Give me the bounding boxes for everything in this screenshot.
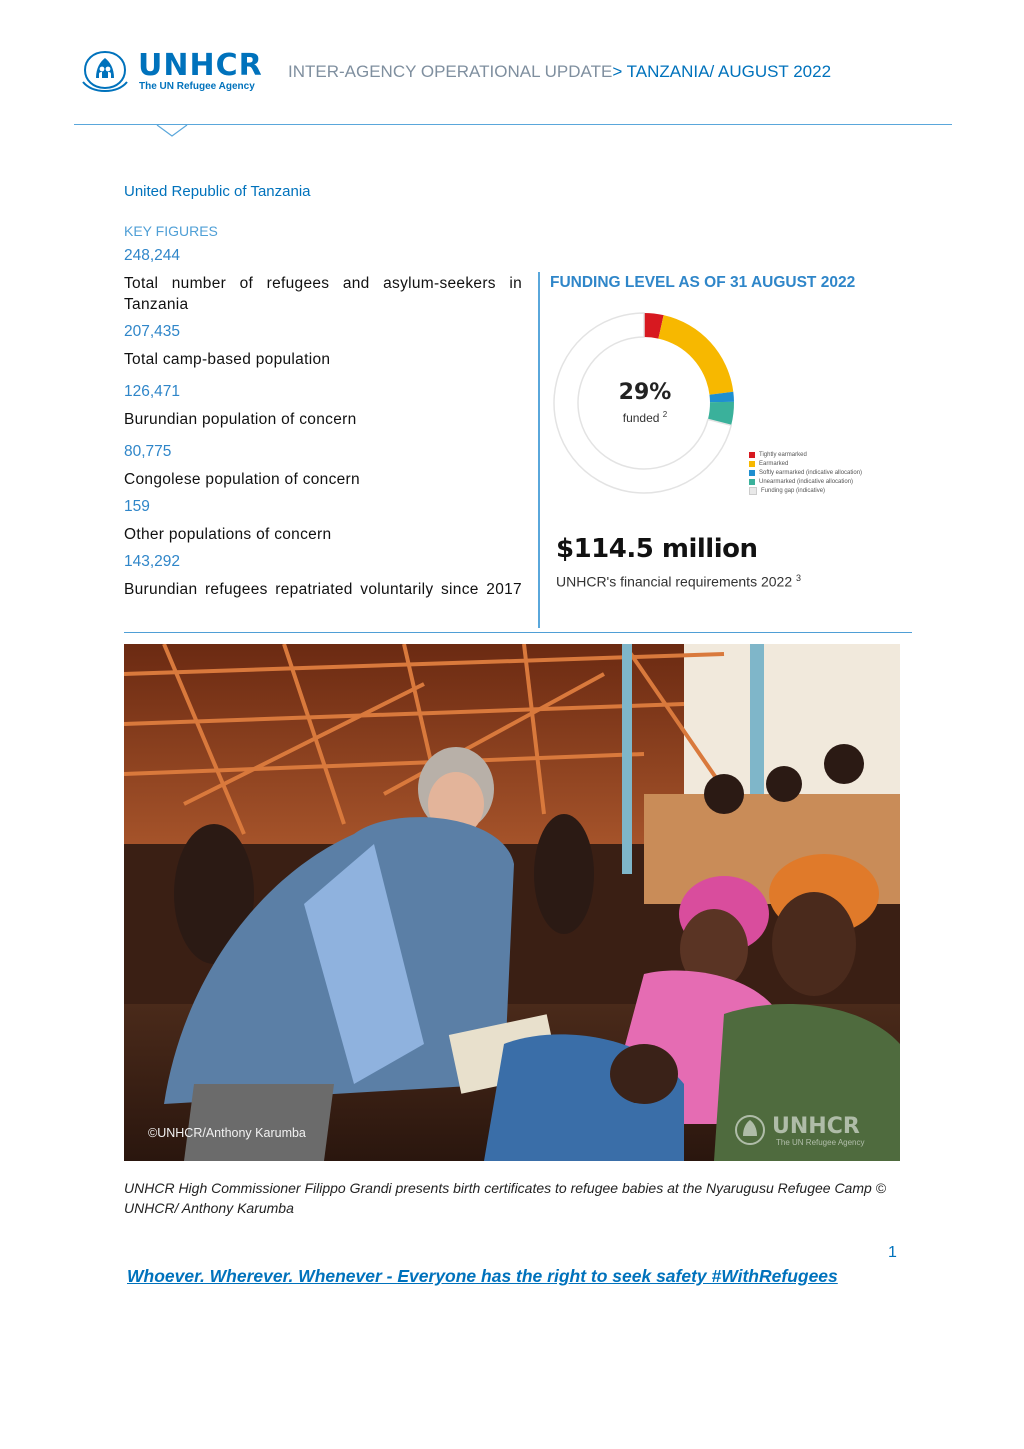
figure-value-congolese: 80,775 [124,443,172,460]
country-title: United Republic of Tanzania [124,183,311,200]
logo-wordmark: UNHCR [138,48,263,83]
photo-grandi-birth-certificates [124,644,900,1161]
doc-country-date: TANZANIA/ AUGUST 2022 [622,62,832,81]
funding-requirements [556,573,801,590]
legend-swatch [749,452,755,458]
legend-item [749,459,862,468]
legend-label: Funding gap (indicative) [761,487,826,494]
section-rule [124,632,912,633]
figure-label-other: Other populations of concern [124,526,332,543]
column-divider [538,272,540,628]
header-notch-icon [156,124,188,138]
figure-value-total: 248,244 [124,247,181,264]
figure-label-burundian: Burundian population of concern [124,411,357,428]
figure-label-camp: Total camp-based population [124,351,331,368]
figure-value-other: 159 [124,498,150,515]
legend-label: Unearmarked (indicative allocation) [759,478,854,485]
figure-label-congolese: Congolese population of concern [124,471,360,488]
doc-label: INTER-AGENCY OPERATIONAL UPDATE [288,62,613,81]
figure-value-burundian: 126,471 [124,383,181,400]
requirements-footnote: 3 [796,573,802,583]
key-figures-title: KEY FIGURES [124,223,218,239]
legend-item [749,468,862,477]
legend-swatch [749,470,755,476]
photo-watermark-sub: The UN Refugee Agency [776,1138,865,1147]
legend-swatch [749,479,755,485]
header-rule [74,124,952,125]
legend-label: Tightly earmarked [759,451,807,458]
photo-illustration [124,644,900,1161]
legend-swatch [749,487,757,495]
unhcr-emblem-icon [80,48,130,92]
figure-value-camp: 207,435 [124,323,181,340]
legend-label: Softly earmarked (indicative allocation) [759,469,863,476]
figure-label-repatriated: Burundian refugees repatriated voluntarily since 2017 [124,581,522,598]
funded-footnote: 2 [662,410,668,419]
funding-title: FUNDING LEVEL AS OF 31 AUGUST 2022 [550,274,856,291]
photo-credit: ©UNHCR/Anthony Karumba [148,1126,306,1140]
funded-percent: 29% [618,380,672,405]
funding-amount: $114.5 million [556,534,758,564]
page-number: 1 [888,1244,897,1261]
photo-caption: UNHCR High Commissioner Filippo Grandi presents birth certificates to refugee babies at the Nyarugusu Refugee Camp © UNHCR/ Anthony Karumba [124,1180,886,1216]
funded-text: funded [622,411,660,425]
legend-item [749,450,862,459]
withrefugees-link[interactable]: Whoever. Wherever. Whenever - Everyone has the right to seek safety #WithRefugees [127,1266,838,1286]
photo-watermark-emblem-icon [732,1114,768,1146]
legend-item [749,486,862,495]
figure-value-repatriated: 143,292 [124,553,181,570]
legend-swatch [749,461,755,467]
legend-item [749,477,862,486]
legend-label: Earmarked [759,460,789,467]
document-header [288,62,831,82]
photo-watermark: UNHCR [772,1114,860,1139]
funding-legend [749,450,862,495]
figure-label-total: Total number of refugees and asylum-seekers in Tanzania [124,275,522,313]
requirements-text: UNHCR's financial requirements 2022 [556,573,793,590]
doc-separator: > [612,62,623,81]
logo-subtitle: The UN Refugee Agency [139,81,255,92]
funded-label [600,410,690,425]
